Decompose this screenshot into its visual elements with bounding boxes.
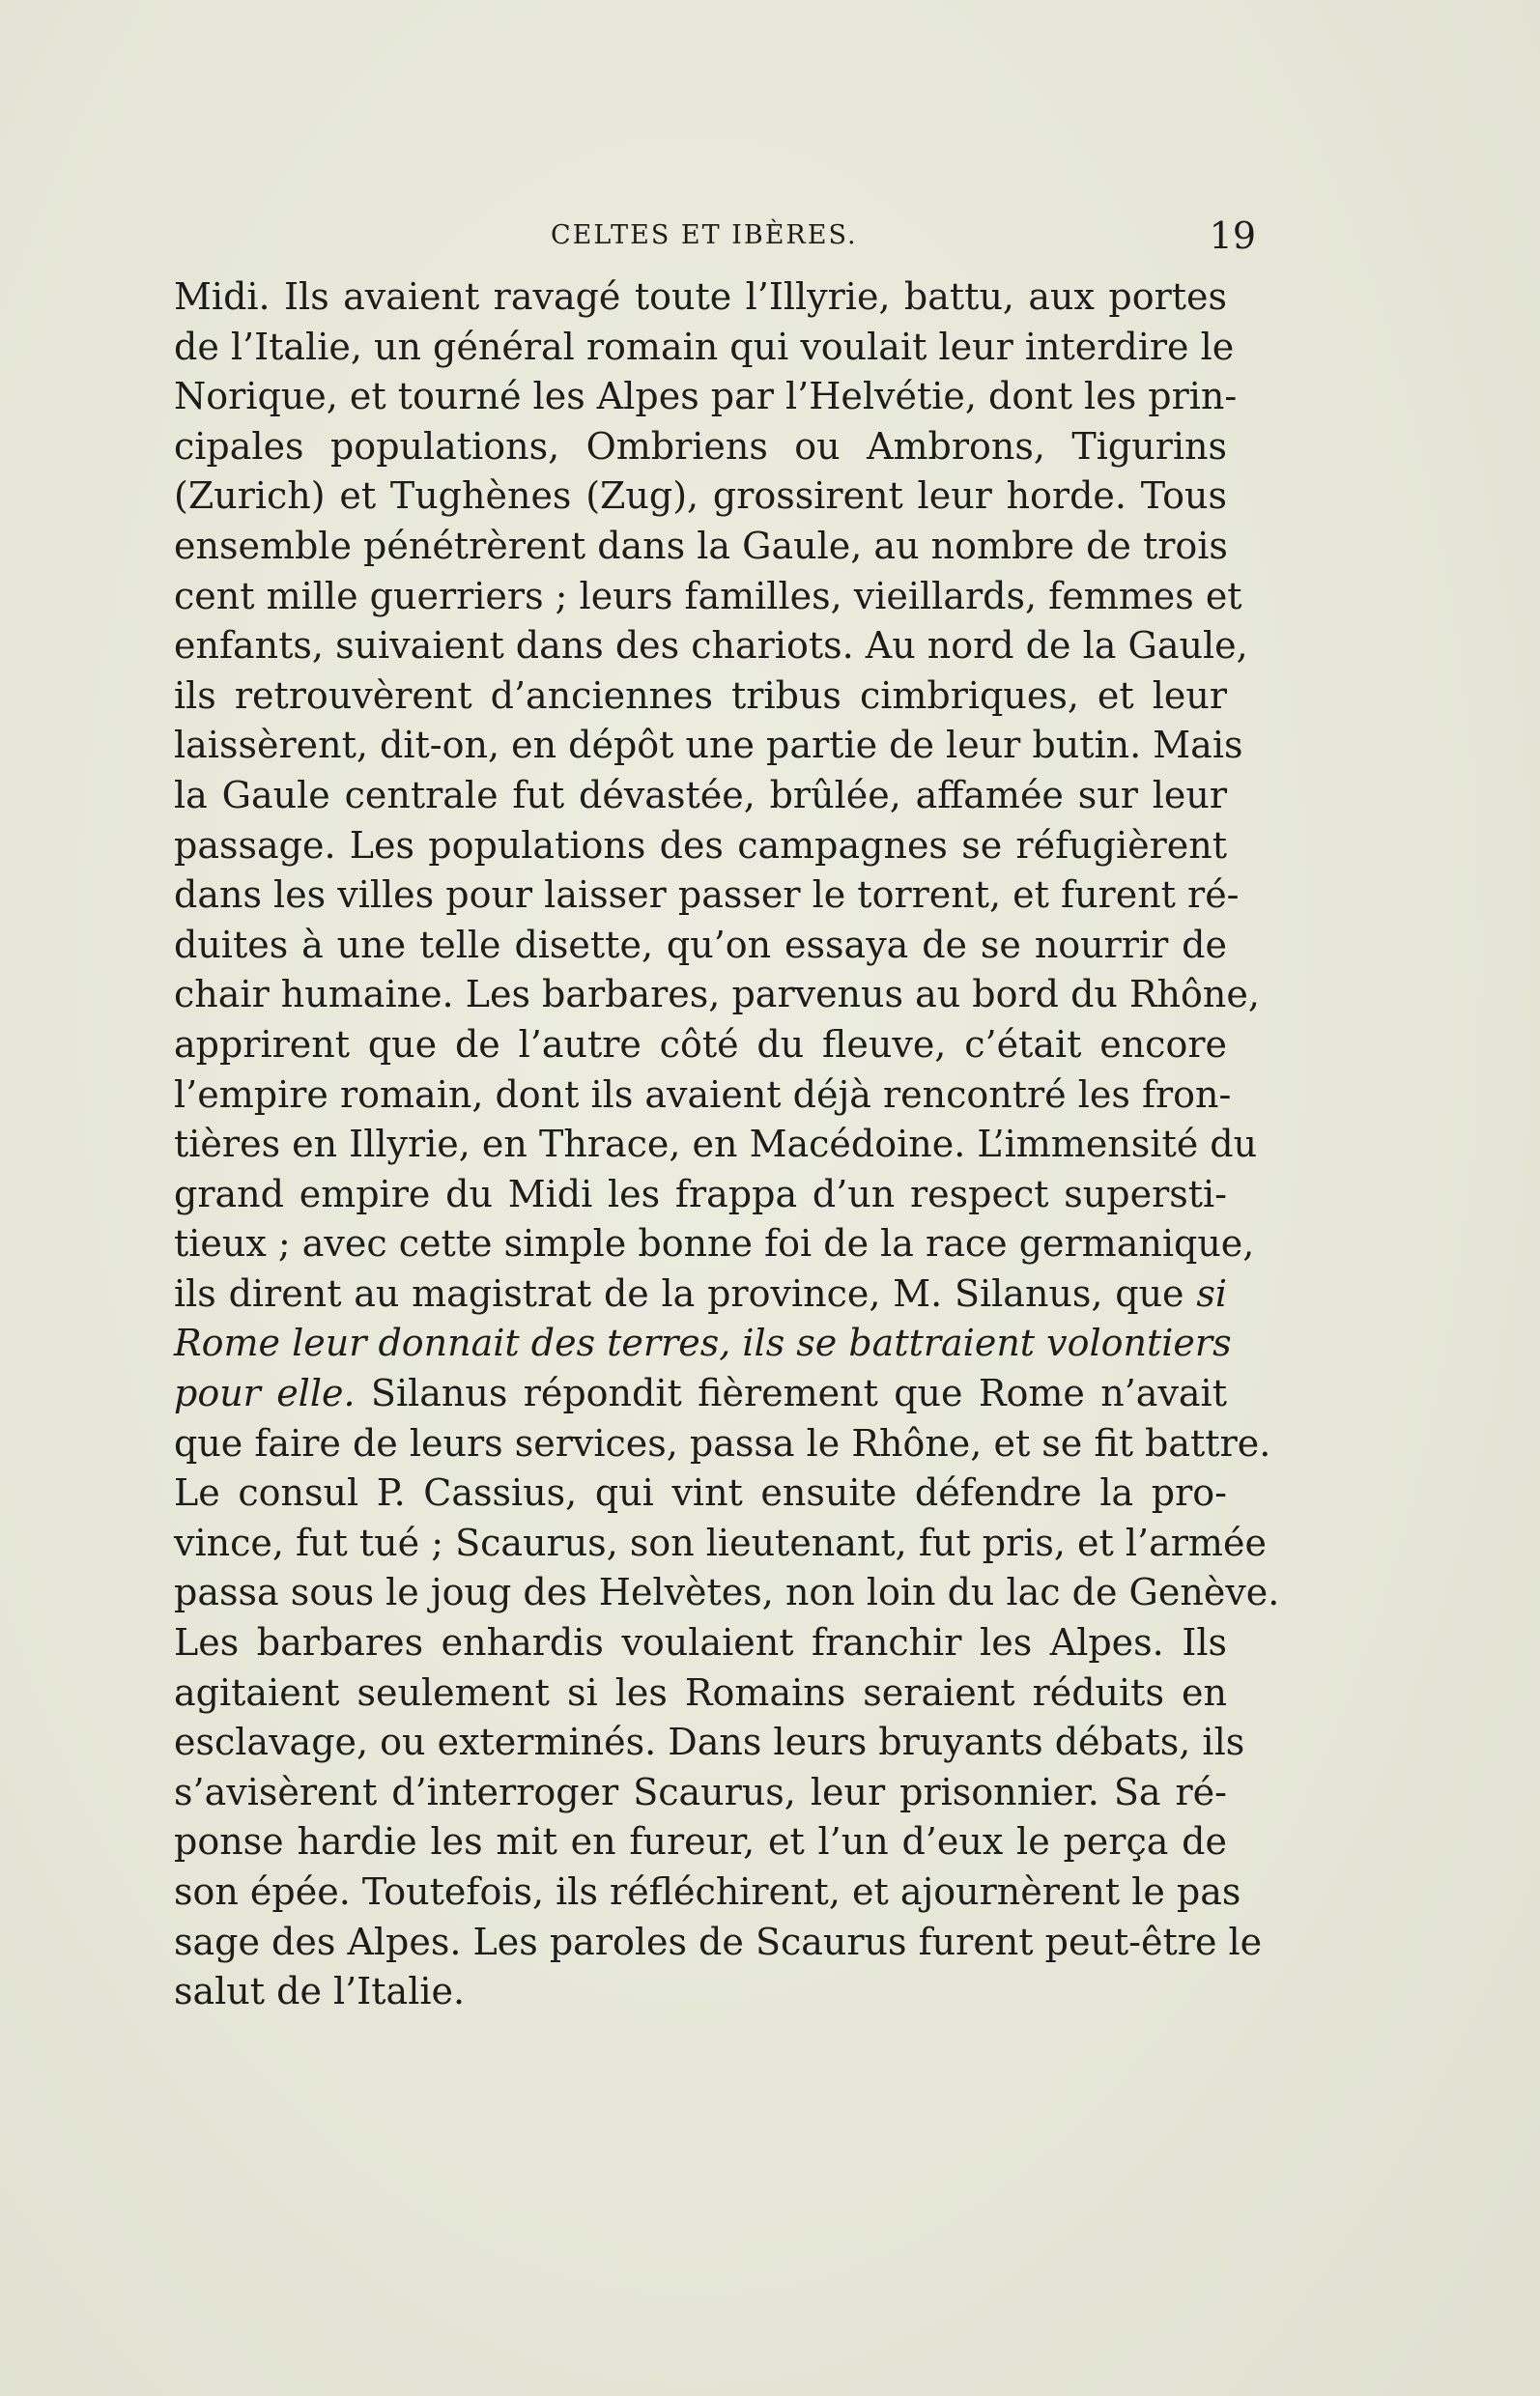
text-line: Le consul P. Cassius, qui vint ensuite défendre la pro- [174,1471,1227,1515]
text-line: passage. Les populations des campagnes se réfugièrent [174,823,1227,867]
text-line: chair humaine. Les barbares, parvenus au bord du Rhône, [174,973,1260,1016]
text-line: laissèrent, dit-on, en dépôt une partie de leur butin. Mais [174,724,1243,767]
text-line [174,1269,1227,1320]
text-line: Midi. Ils avaient ravagé toute l’Illyrie, battu, aux portes [174,275,1227,318]
text-line: duites à une telle disette, qu’on essaya de se nourrir de [174,923,1227,966]
running-title: CELTES ET IBÈRES. [551,220,858,250]
text-line: s’avisèrent d’interroger Scaurus, leur prisonnier. Sa ré- [174,1770,1227,1813]
text-line: salut de l’Italie. [174,1970,466,2013]
text-line: vince, fut tué ; Scaurus, son lieutenant, fut pris, et l’armée [174,1521,1267,1564]
text-line: apprirent que de l’autre côté du fleuve, c’était encore [174,1022,1227,1066]
running-head [174,214,1256,259]
text-line: agitaient seulement si les Romains seraient réduits en [174,1670,1227,1714]
text-line-italic: Rome leur donnait des terres, ils se battraient volontiers [174,1322,1232,1365]
text-line: ensemble pénétrèrent dans la Gaule, au nombre de trois [174,524,1228,567]
text-line: dans les villes pour laisser passer le torrent, et furent ré- [174,873,1240,917]
text-line: (Zurich) et Tughènes (Zug), grossirent leur horde. Tous [174,474,1227,518]
text-italic-end: pour elle. [174,1372,356,1415]
text-line: l’empire romain, dont ils avaient déjà rencontré les fron- [174,1072,1232,1116]
text-line: la Gaule centrale fut dévastée, brûlée, affamée sur leur [174,773,1227,816]
text-line: de l’Italie, un général romain qui voulait leur interdire le [174,325,1235,368]
body-text [174,272,1280,2017]
text-line: enfants, suivaient dans des chariots. Au nord de la Gaule, [174,624,1248,668]
text-line: tieux ; avec cette simple bonne foi de la race germanique, [174,1222,1255,1266]
text-line: grand empire du Midi les frappa d’un respect supersti- [174,1172,1227,1215]
text-line: ponse hardie les mit en fureur, et l’un d’eux le perça de [174,1820,1227,1864]
text-line-roman: ils dirent au magistrat de la province, M. Silanus, que [174,1271,1184,1315]
text-line: sage des Alpes. Les paroles de Scaurus furent peut-être le [174,1920,1263,1963]
text-line: ils retrouvèrent d’anciennes tribus cimbriques, et leur [174,673,1227,717]
text-line-roman: Silanus répondit fièrement que Rome n’avait [355,1372,1227,1415]
text-line: que faire de leurs services, passa le Rhône, et se fit battre. [174,1421,1271,1465]
text-line: tières en Illyrie, en Thrace, en Macédoine. L’immensité du [174,1123,1258,1166]
text-line: esclavage, ou exterminés. Dans leurs bruyants débats, ils [174,1721,1245,1764]
text-line: cent mille guerriers ; leurs familles, vieillards, femmes et [174,574,1242,617]
text-line: passa sous le joug des Helvètes, non loin du lac de Genève. [174,1571,1280,1614]
text-line: Norique, et tourné les Alpes par l’Helvétie, dont les prin- [174,375,1238,418]
text-line: son épée. Toutefois, ils réfléchirent, et ajournèrent le pas [174,1870,1241,1913]
text-line [174,1369,1227,1419]
text-italic-start: si [1196,1271,1227,1315]
page-number: 19 [1209,214,1256,257]
text-line: cipales populations, Ombriens ou Ambrons, Tigurins [174,424,1227,468]
text-line: Les barbares enhardis voulaient franchir les Alpes. Ils [174,1621,1227,1665]
